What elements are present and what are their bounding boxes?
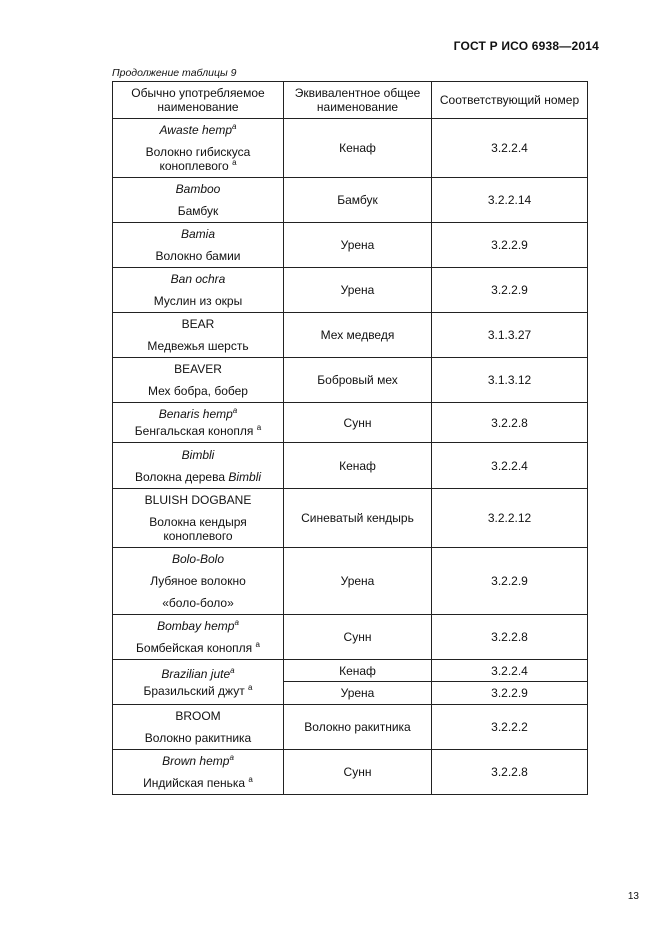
english-name: Bamia <box>180 227 215 241</box>
english-name: Brazilian jute <box>161 666 231 681</box>
equivalent-name-cell: Урена <box>284 268 432 313</box>
column-header-number: Соответствующий номер <box>432 82 588 119</box>
russian-name: Лубяное волокно <box>150 574 246 588</box>
table-row <box>113 443 588 489</box>
english-name: Bolo-Bolo <box>171 552 225 566</box>
table-row <box>113 119 588 178</box>
russian-name: Волокно ракитника <box>144 731 252 745</box>
table-row <box>113 615 588 660</box>
common-name-cell <box>113 358 284 403</box>
equivalent-name-cell: Волокно ракитника <box>284 705 432 750</box>
footnote-mark: a <box>230 665 235 675</box>
table-row <box>113 660 588 682</box>
russian-name: Медвежья шерсть <box>147 339 249 353</box>
russian-name-line2: «боло-боло» <box>162 596 234 610</box>
table-row <box>113 548 588 615</box>
number-cell: 3.2.2.12 <box>432 489 588 548</box>
english-name: BLUISH DOGBANE <box>144 493 252 507</box>
table-row <box>113 178 588 223</box>
footnote-mark: a <box>248 682 253 692</box>
table-caption: Продолжение таблицы 9 <box>112 67 237 79</box>
russian-name: Волокна кендыря коноплевого <box>149 515 247 543</box>
table-row <box>113 313 588 358</box>
common-name-cell <box>113 178 284 223</box>
number-cell: 3.2.2.9 <box>432 548 588 615</box>
common-name-cell <box>113 548 284 615</box>
russian-name: Индийская пенька <box>143 776 246 790</box>
english-name: Bombay hemp <box>157 619 235 633</box>
equivalent-name-cell: Сунн <box>284 750 432 795</box>
table-row <box>113 223 588 268</box>
table-row <box>113 750 588 795</box>
equivalent-name-cell: Кенаф <box>284 443 432 489</box>
russian-name-italic: Bimbli <box>228 469 262 484</box>
english-name: Brown hemp <box>162 754 230 768</box>
russian-name: Волокно гибискуса коноплевого <box>145 145 251 173</box>
russian-name: Волокна дерева <box>134 469 226 484</box>
footnote-mark: a <box>232 406 238 415</box>
english-name: Bamboo <box>175 182 221 196</box>
equivalent-name-cell: Сунн <box>284 615 432 660</box>
equivalent-name-cell: Бобровый мех <box>284 358 432 403</box>
footnote-mark: a <box>248 775 253 784</box>
equivalent-name-cell: Кенаф <box>284 119 432 178</box>
number-cell: 3.2.2.9 <box>432 682 588 705</box>
number-cell: 3.2.2.2 <box>432 705 588 750</box>
common-name-cell <box>113 705 284 750</box>
number-cell: 3.2.2.4 <box>432 119 588 178</box>
footnote-mark: a <box>229 753 234 762</box>
equivalent-name-cell: Синеватый кендырь <box>284 489 432 548</box>
page-number: 13 <box>627 891 639 902</box>
russian-name: Бенгальская конопля <box>134 424 254 438</box>
equivalent-name-cell: Мех медведя <box>284 313 432 358</box>
table-row <box>113 403 588 443</box>
number-cell: 3.2.2.9 <box>432 223 588 268</box>
russian-name: Муслин из окры <box>153 294 243 308</box>
column-header-common-name: Обычно употребляемое наименование <box>113 82 284 119</box>
common-name-cell <box>113 313 284 358</box>
footnote-mark: a <box>234 618 239 627</box>
number-cell: 3.2.2.9 <box>432 268 588 313</box>
common-name-cell <box>113 750 284 795</box>
equivalent-name-cell: Урена <box>284 548 432 615</box>
english-name: BEAR <box>181 317 215 331</box>
number-cell: 3.2.2.8 <box>432 750 588 795</box>
table-row <box>113 268 588 313</box>
equivalent-name-cell: Кенаф <box>284 660 432 682</box>
english-name: Bimbli <box>181 447 215 462</box>
equivalent-name-cell: Урена <box>284 223 432 268</box>
table-row <box>113 705 588 750</box>
footnote-mark: a <box>232 122 237 131</box>
equivalent-name-cell: Сунн <box>284 403 432 443</box>
footnote-mark: a <box>256 423 262 432</box>
common-name-cell <box>113 443 284 489</box>
equivalent-name-cell: Бамбук <box>284 178 432 223</box>
russian-name: Волокно бамии <box>155 249 241 263</box>
russian-name: Бомбейская конопля <box>136 641 253 655</box>
number-cell: 3.1.3.27 <box>432 313 588 358</box>
english-name: BEAVER <box>174 362 222 376</box>
number-cell: 3.2.2.14 <box>432 178 588 223</box>
standard-designation: ГОСТ Р ИСО 6938—2014 <box>453 39 599 53</box>
fiber-names-table <box>112 81 588 795</box>
table-row <box>113 489 588 548</box>
english-name: Awaste hemp <box>159 123 233 137</box>
number-cell: 3.2.2.4 <box>432 660 588 682</box>
common-name-cell <box>113 489 284 548</box>
common-name-cell <box>113 223 284 268</box>
russian-name: Бамбук <box>177 204 219 218</box>
russian-name: Бразильский джут <box>143 683 245 698</box>
english-name: Ban ochra <box>170 272 226 286</box>
footnote-mark: a <box>255 640 260 649</box>
column-header-equivalent-name: Эквивалентное общее наименование <box>284 82 432 119</box>
english-name: Benaris hemp <box>158 407 233 421</box>
common-name-cell <box>113 119 284 178</box>
common-name-cell <box>113 403 284 443</box>
english-name: BROOM <box>175 709 221 723</box>
number-cell: 3.2.2.8 <box>432 615 588 660</box>
russian-name: Мех бобра, бобер <box>148 384 248 398</box>
common-name-cell <box>113 615 284 660</box>
table-row <box>113 358 588 403</box>
number-cell: 3.2.2.8 <box>432 403 588 443</box>
number-cell: 3.2.2.4 <box>432 443 588 489</box>
number-cell: 3.1.3.12 <box>432 358 588 403</box>
common-name-cell <box>113 268 284 313</box>
footnote-mark: a <box>232 158 237 167</box>
equivalent-name-cell: Урена <box>284 682 432 705</box>
common-name-cell <box>113 660 284 705</box>
table-header-row <box>113 82 588 119</box>
